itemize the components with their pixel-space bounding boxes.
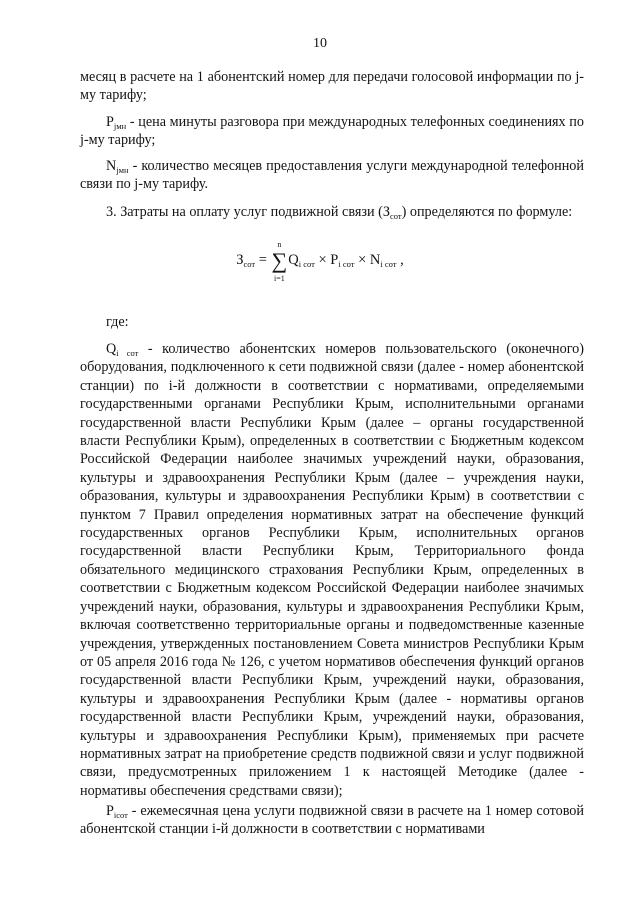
sum-sign: ∑ n i=1 [271, 240, 288, 283]
definition-text: - цена минуты разговора при международных телефонных соединениях по j-му тарифу; [80, 114, 584, 149]
definition-text: - ежемесячная цена услуги подвижной связи в расчете на 1 номер сотовой абонентской станции i-й должности в соответствии с нормативами [80, 803, 584, 838]
multiply-sign: × [314, 252, 331, 268]
item-3-subscript: сот [389, 211, 402, 221]
definition-text: - количество месяцев предоставления услуги международной телефонной связи по j-му тарифу. [80, 158, 584, 193]
formula-n-subscript: i сот [380, 259, 397, 269]
sum-lower-limit: i=1 [274, 274, 285, 283]
symbol-p: P [106, 114, 114, 130]
formula-lhs: З [236, 252, 244, 268]
item-3-text: 3. Затраты на оплату услуг подвижной связи (З [106, 204, 390, 220]
paragraph-continuation: месяц в расчете на 1 абонентский номер для передачи голосовой информации по j-му тарифу; [80, 69, 584, 104]
symbol-p: P [106, 803, 114, 819]
formula-z-sot [0, 240, 640, 283]
paragraph-n-jmn [80, 157, 584, 194]
page-number: 10 [313, 36, 327, 51]
sum-upper-limit: n [277, 240, 282, 249]
paragraph-p-i-sot [80, 802, 584, 839]
multiply-sign: × [354, 252, 370, 268]
symbol-q: Q [106, 341, 117, 357]
symbol-n: N [106, 158, 117, 174]
formula-equals: = [255, 252, 271, 268]
item-3-text-end: ) определяются по формуле: [401, 204, 573, 220]
definition-text: - количество абонентских номеров пользовательского (оконечного) оборудования, подключенного к сети подвижной связи (далее - номер абонентской станции) по i-й должности в соответствии с нормативами, определяемыми государственными органами Республики Крым, исполнительными органами государственной власти Республики Крым (далее – органы государственной власти Республики Крым), определенных в соответствии с Бюджетным кодексом Российской Федерации наиболее значимых учреждений науки, образования, культуры и здравоохранения Республики Крым (далее – учреждения науки, образования, культуры и здравоохранения Республики Крым) в соответствии с пунктом 7 Правил определения нормативных затрат на обеспечение функций государственных органов Республики Крым, исполнительных органов государственной власти Республики Крым, Территориального фонда обязательного медицинского страхования Республики Крым, определенных в соответствии с Бюджетным кодексом Российской Федерации наиболее значимых учреждений науки, образования, культуры и здравоохранения Республики Крым, включая соответственно территориальные органы и подведомственные казенные учреждения, утвержденных постановлением Совета министров Республики Крым от 05 апреля 2016 года № 126, с учетом нормативов обеспечения функций органов государственной власти Республики Крым, учреждений науки, образования, культуры и здравоохранения Республики Крым (далее - нормативы органов государственной власти Республики Крым, учреждений науки, образования, культуры и здравоохранения Республики Крым), применяемых при расчете нормативных затрат на приобретение средств подвижной связи и услуг подвижной связи, предусмотренных приложением 1 к настоящей Методике (далее - нормативы обеспечения средствами связи); [80, 341, 584, 799]
symbol-subscript: icот [113, 810, 128, 820]
formula-q-subscript: i сот [298, 259, 315, 269]
symbol-subscript: jмн [113, 121, 127, 131]
formula-p: P [330, 252, 339, 268]
paragraph-p-jmn [80, 113, 584, 150]
formula-q: Q [288, 252, 299, 268]
paragraph-item-3 [80, 203, 584, 221]
symbol-subscript: jмн [116, 165, 129, 175]
formula-end: , [396, 252, 404, 268]
formula-n: N [369, 252, 381, 268]
formula-p-subscript: i сот [338, 259, 355, 269]
formula-lhs-subscript: сот [243, 259, 256, 269]
where-label: где: [106, 314, 129, 330]
symbol-subscript: i сот [116, 348, 139, 358]
paragraph-q-i-sot [80, 340, 584, 800]
